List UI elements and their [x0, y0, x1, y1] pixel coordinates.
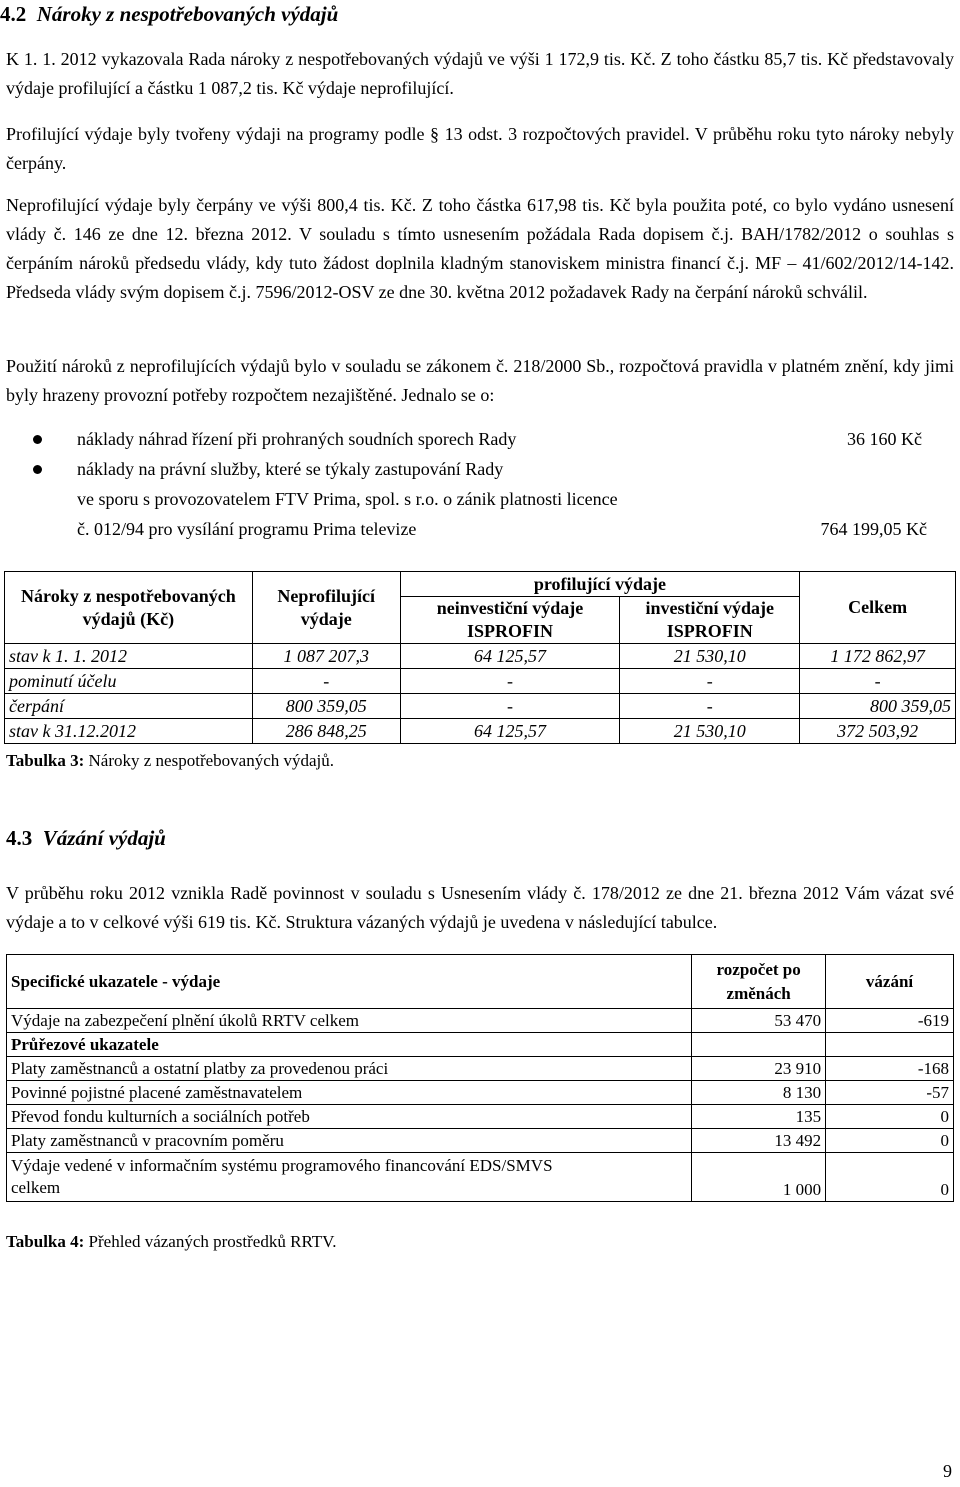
caption-text: Přehled vázaných prostředků RRTV.: [84, 1232, 337, 1251]
table-row: [5, 669, 956, 694]
table-row: [7, 1105, 954, 1129]
cell: 0: [826, 1153, 954, 1202]
bullet-text: náklady náhrad řízení při prohraných soudních sporech Rady: [77, 429, 517, 449]
cell: [826, 1033, 954, 1057]
table-row: [7, 1057, 954, 1081]
cell: 800 359,05: [252, 694, 400, 719]
header-investment: investiční výdaje ISPROFIN: [620, 597, 800, 644]
paragraph-claims-intro: K 1. 1. 2012 vykazovala Rada nároky z nespotřebovaných výdajů ve výši 1 172,9 tis. Kč. Z toho částku 85,7 tis. Kč představovaly výdaje profilující a částku 1 087,2 tis. Kč výdaje neprofilující.: [6, 49, 954, 98]
row-label-line: Výdaje vedené v informačním systému programového financování EDS/SMVS: [11, 1156, 553, 1175]
cell: -: [620, 669, 800, 694]
cell: -: [620, 694, 800, 719]
caption-text: Nároky z nespotřebovaných výdajů.: [84, 751, 335, 770]
cell: -619: [826, 1009, 954, 1033]
bullet-amount: 764 199,05 Kč: [820, 519, 927, 539]
table-row: [5, 694, 956, 719]
cell: -: [252, 669, 400, 694]
table-row: [5, 719, 956, 744]
bullet-text: ve sporu s provozovatelem FTV Prima, spol. s r.o. o zánik platnosti licence: [77, 489, 618, 509]
table-row: [7, 1129, 954, 1153]
cell: 286 848,25: [252, 719, 400, 744]
row-label: Převod fondu kulturních a sociálních potřeb: [7, 1105, 692, 1129]
row-label: Výdaje na zabezpečení plnění úkolů RRTV celkem: [7, 1009, 692, 1033]
cell: -57: [826, 1081, 954, 1105]
cell: 13 492: [692, 1129, 826, 1153]
row-label: stav k 1. 1. 2012: [5, 644, 253, 669]
row-label: stav k 31.12.2012: [5, 719, 253, 744]
cell: 53 470: [692, 1009, 826, 1033]
cell: 1 172 862,97: [800, 644, 956, 669]
cell: -168: [826, 1057, 954, 1081]
row-label-line: celkem: [11, 1178, 61, 1197]
table-row: [7, 1033, 954, 1057]
cell: -: [400, 669, 620, 694]
cell: 800 359,05: [800, 694, 956, 719]
section-number: 4.2: [0, 2, 27, 26]
bullet-amount: 36 160 Kč: [847, 429, 922, 449]
cell: [692, 1033, 826, 1057]
table-3-caption: [6, 751, 334, 771]
header-total: Celkem: [800, 572, 956, 644]
section-title: Nároky z nespotřebovaných výdajů: [36, 2, 339, 26]
cell: 1 087 207,3: [252, 644, 400, 669]
row-label: Povinné pojistné placené zaměstnavatelem: [7, 1081, 692, 1105]
page-number: 9: [943, 1461, 952, 1481]
table-row: [7, 1009, 954, 1033]
header-profiling: profilující výdaje: [400, 572, 800, 597]
bullet-icon: [33, 465, 42, 474]
cell: 0: [826, 1129, 954, 1153]
header-non-investment: neinvestiční výdaje ISPROFIN: [400, 597, 620, 644]
bullet-text: náklady na právní služby, které se týkaly zastupování Rady: [77, 459, 504, 479]
header-claims: Nároky z nespotřebovaných výdajů (Kč): [5, 572, 253, 644]
cell: 135: [692, 1105, 826, 1129]
cell: 0: [826, 1105, 954, 1129]
section-number: 4.3: [6, 826, 33, 850]
caption-label: Tabulka 3:: [6, 751, 85, 770]
caption-label: Tabulka 4:: [6, 1232, 85, 1251]
paragraph-profiling: Profilující výdaje byly tvořeny výdaji na programy podle § 13 odst. 3 rozpočtových pravidel. V průběhu roku tyto nároky nebyly čerpány.: [6, 124, 954, 173]
table-row: [7, 1153, 954, 1202]
row-label: Průřezové ukazatele: [7, 1033, 692, 1057]
bullet-icon: [33, 435, 42, 444]
paragraph-non-profiling: Neprofilující výdaje byly čerpány ve výši 800,4 tis. Kč. Z toho částka 617,98 tis. Kč byla použita poté, co bylo vydáno usnesení vlády č. 146 ze dne 12. března 2012. V souladu s tímto usnesením požádala Rada dopisem č.j. BAH/1782/2012 o souhlas s čerpáním nároků předsedu vlády, kdy tuto žádost doplnila kladným stanoviskem ministra financí č.j. MF – 41/602/2012/14-142. Předseda vlády svým dopisem č.j. 7596/2012-OSV ze dne 30. května 2012 požadavek Rady na čerpání nároků schválil.: [6, 195, 954, 302]
section-title: Vázání výdajů: [42, 826, 166, 850]
table-row: [5, 644, 956, 669]
table-row: [7, 1081, 954, 1105]
header-indicators: Specifické ukazatele - výdaje: [7, 955, 692, 1009]
cell: 64 125,57: [400, 719, 620, 744]
cell: 8 130: [692, 1081, 826, 1105]
cell: -: [400, 694, 620, 719]
cell: 21 530,10: [620, 644, 800, 669]
paragraph-use-of-claims: Použití nároků z neprofilujících výdajů bylo v souladu se zákonem č. 218/2000 Sb., rozpočtová pravidla v platném znění, kdy jimi byly hrazeny provozní potřeby rozpočtem nezajištěné. Jednalo se o:: [6, 356, 954, 405]
row-label: Platy zaměstnanců v pracovním poměru: [7, 1129, 692, 1153]
claims-table: [4, 571, 956, 744]
section-4-2-heading: [0, 2, 338, 27]
header-binding: vázání: [826, 955, 954, 1009]
header-budget: rozpočet po změnách: [692, 955, 826, 1009]
section-4-3-heading: [6, 826, 166, 851]
bullet-text: č. 012/94 pro vysílání programu Prima televize: [77, 519, 417, 539]
cell: 372 503,92: [800, 719, 956, 744]
cell: -: [800, 669, 956, 694]
paragraph-binding: V průběhu roku 2012 vznikla Radě povinnost v souladu s Usnesením vlády č. 178/2012 ze dne 21. března 2012 Vám vázat své výdaje a to v celkové výši 619 tis. Kč. Struktura vázaných výdajů je uvedena v následující tabulce.: [6, 883, 954, 932]
binding-table: [6, 954, 954, 1202]
table-4-caption: [6, 1232, 336, 1252]
header-non-profiling: Neprofilující výdaje: [252, 572, 400, 644]
row-label: Platy zaměstnanců a ostatní platby za provedenou práci: [7, 1057, 692, 1081]
row-label: pominutí účelu: [5, 669, 253, 694]
row-label: čerpání: [5, 694, 253, 719]
cell: 1 000: [692, 1153, 826, 1202]
cell: 23 910: [692, 1057, 826, 1081]
cell: 64 125,57: [400, 644, 620, 669]
cell: 21 530,10: [620, 719, 800, 744]
row-label: [7, 1153, 692, 1202]
